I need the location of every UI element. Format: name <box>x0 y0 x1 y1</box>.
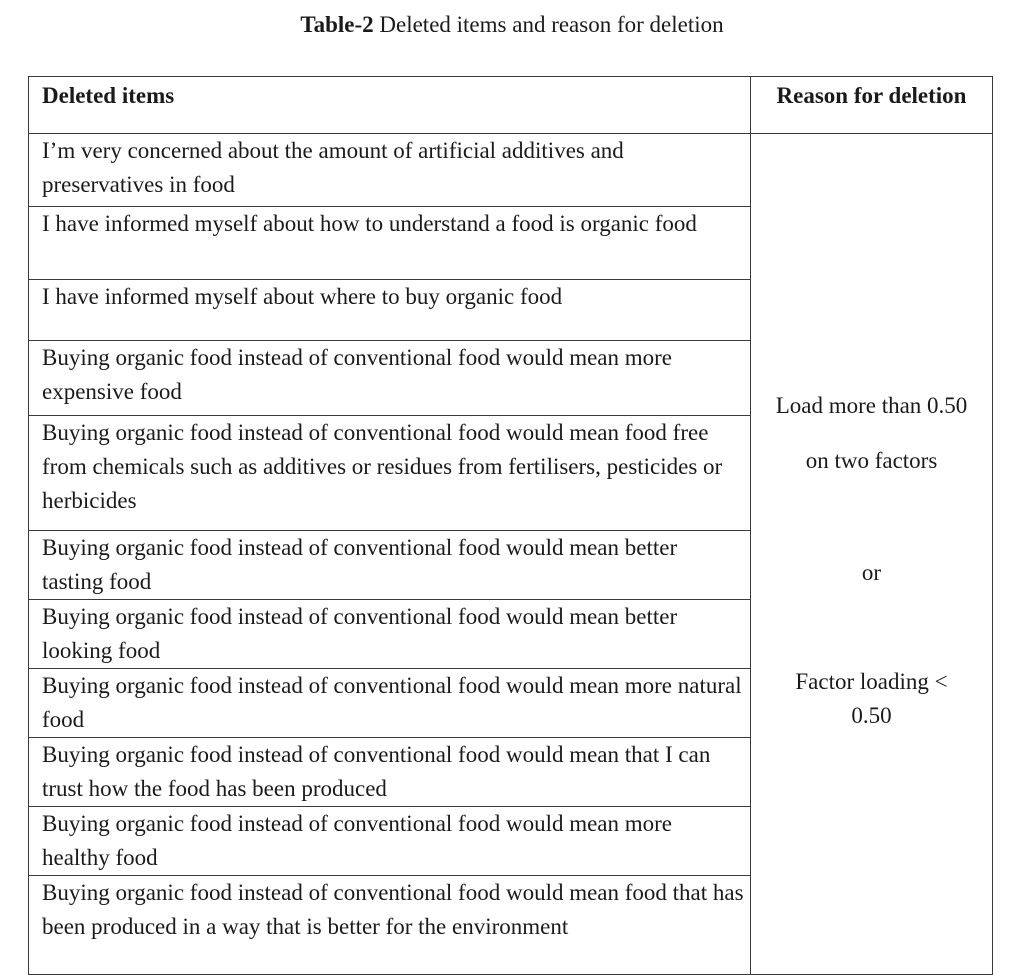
reason-line: Load more than 0.50 <box>775 393 968 418</box>
deleted-item-cell: Buying organic food instead of conventional food would mean more natural food <box>29 669 751 738</box>
deleted-item-cell: Buying organic food instead of conventional food would mean better tasting food <box>29 531 751 600</box>
deleted-item-cell: Buying organic food instead of conventional food would mean food free from chemicals such as additives or residues from fertilisers, pesticides or herbicides <box>29 416 751 531</box>
reason-cell <box>751 134 993 975</box>
deleted-item-cell: Buying organic food instead of conventional food would mean better looking food <box>29 600 751 669</box>
header-row <box>29 77 993 134</box>
deleted-item-cell: Buying organic food instead of conventional food would mean that I can trust how the food has been produced <box>29 738 751 807</box>
deleted-item-cell: I’m very concerned about the amount of artificial additives and preservatives in food <box>29 134 751 207</box>
deleted-item-cell: I have informed myself about where to buy organic food <box>29 280 751 341</box>
deleted-items-table <box>28 76 993 975</box>
reason-line: 0.50 <box>851 703 892 728</box>
table-row <box>29 134 993 207</box>
deleted-item-cell: Buying organic food instead of conventional food would mean food that has been produced in a way that is better for the environment <box>29 876 751 975</box>
deleted-item-cell: Buying organic food instead of conventional food would mean more healthy food <box>29 807 751 876</box>
reason-line: on two factors <box>805 448 938 473</box>
deleted-item-cell: Buying organic food instead of conventional food would mean more expensive food <box>29 341 751 416</box>
reason-line: Factor loading < <box>795 669 948 694</box>
table-caption <box>0 9 1016 41</box>
header-reason: Reason for deletion <box>751 77 993 134</box>
table-title: Deleted items and reason for deletion <box>379 12 724 37</box>
deleted-item-cell: I have informed myself about how to understand a food is organic food <box>29 207 751 280</box>
header-deleted-items: Deleted items <box>29 77 751 134</box>
reason-line: or <box>861 560 882 585</box>
table-label: Table-2 <box>300 12 374 37</box>
